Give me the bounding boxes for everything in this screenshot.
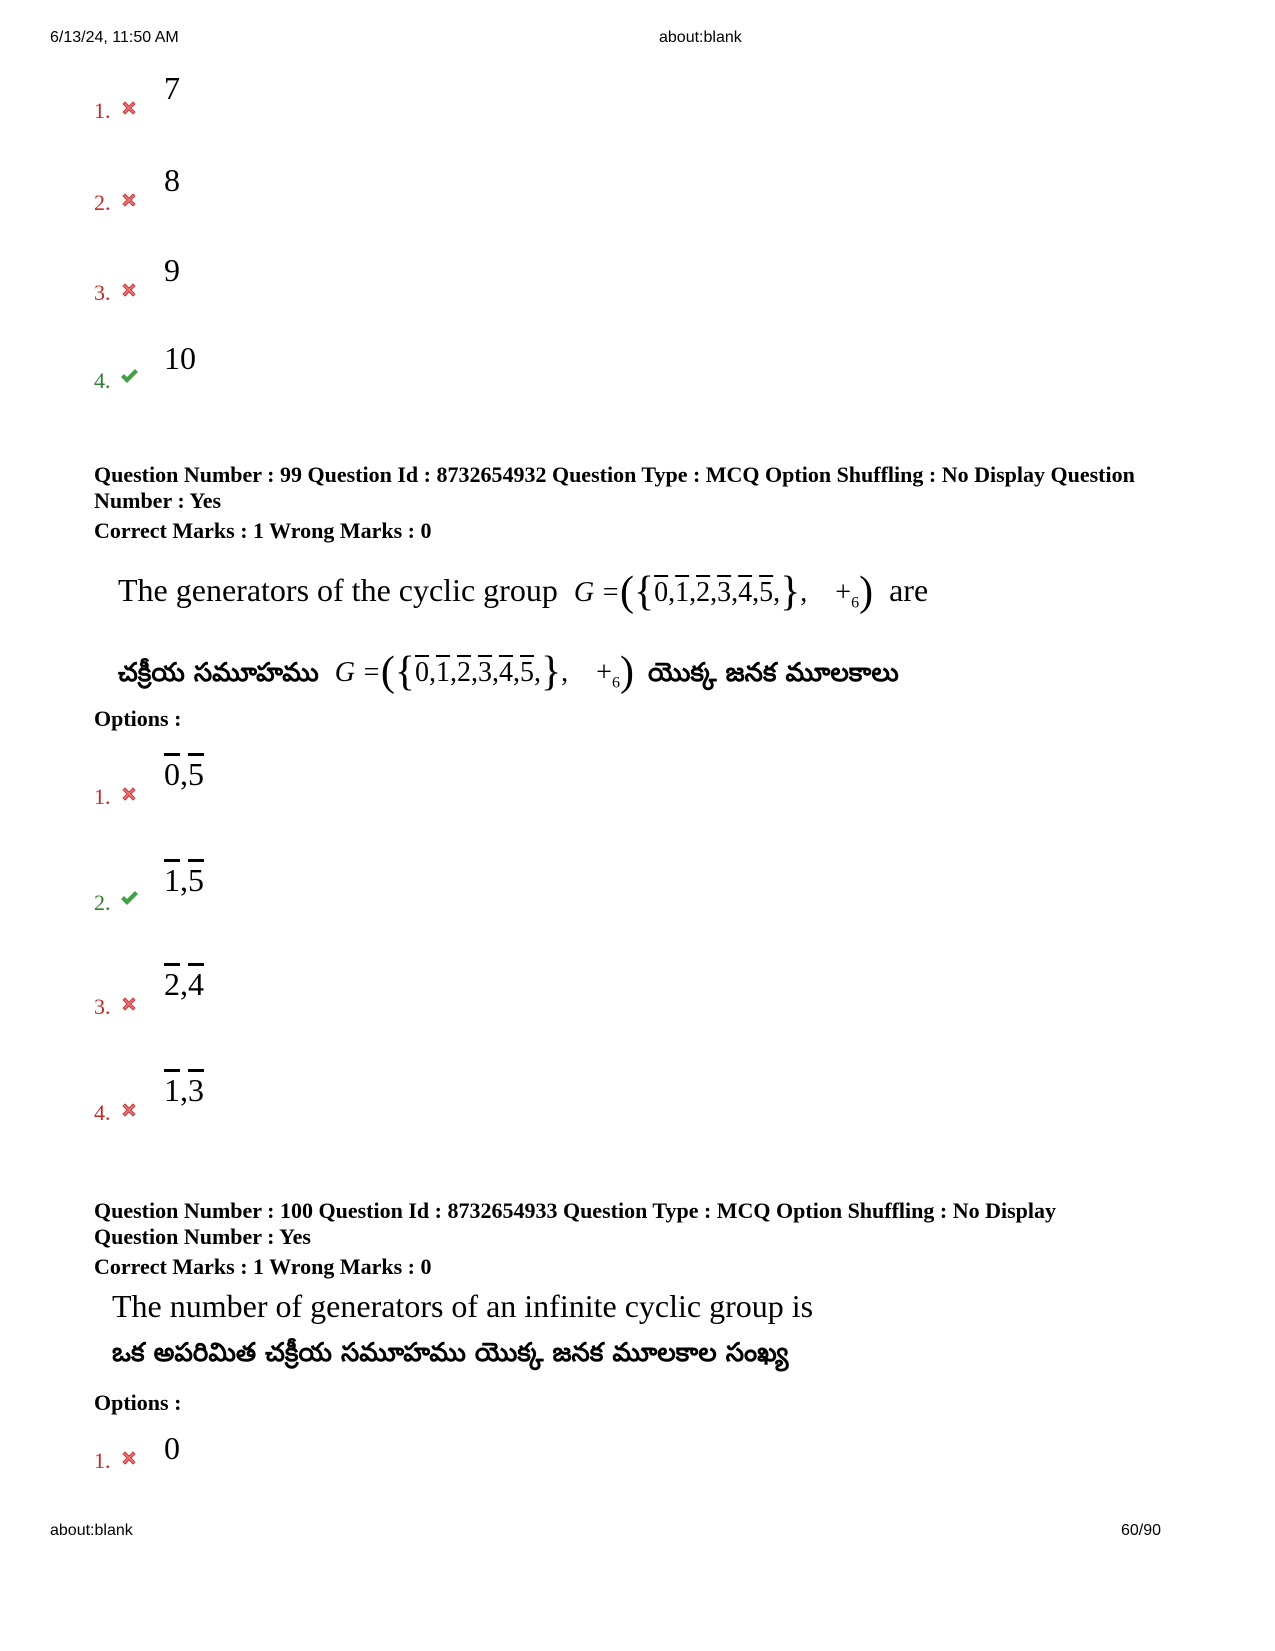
wrong-icon: [119, 994, 139, 1014]
wrong-icon: [119, 190, 139, 210]
option-number: 3.: [94, 280, 111, 305]
option-number: 3.: [94, 994, 111, 1019]
option-value: 7: [164, 70, 180, 106]
option-number: 4.: [94, 368, 111, 393]
option-value: 2,4: [164, 966, 204, 1002]
option-number: 4.: [94, 1100, 111, 1125]
correct-icon: [119, 888, 139, 908]
option-number: 1.: [94, 1448, 111, 1473]
option-a: 0: [164, 756, 180, 792]
wrong-icon: [119, 280, 139, 300]
q99-text-te: [118, 648, 899, 696]
q99-group-expr: G =({0,1,2,3,4,5,}, $+_6$): [573, 569, 874, 615]
option-value: 0,5: [164, 756, 204, 792]
option-a: 1: [164, 1072, 180, 1108]
option-value: 1,5: [164, 862, 204, 898]
page-counter: 60/90: [1121, 1522, 1162, 1539]
q100-marks: Correct Marks : 1 Wrong Marks : 0: [94, 1254, 432, 1279]
option-a: 2: [164, 966, 180, 1002]
option-b: 5: [188, 862, 204, 898]
q99-text-en-label: The generators of the cyclic group: [118, 572, 558, 608]
q99-text-te-prefix: చక్రీయ సమూహము: [118, 658, 319, 688]
option-b: 5: [188, 756, 204, 792]
q100-text-en: The number of generators of an infinite cyclic group is: [112, 1288, 814, 1324]
option-value: 1,3: [164, 1072, 204, 1108]
q100-meta-line1: Question Number : 100 Question Id : 8732654933 Question Type : MCQ Option Shuffling : No Display: [94, 1198, 1057, 1223]
q99-options-label: Options :: [94, 706, 182, 731]
option-value: 8: [164, 162, 180, 198]
q99-text-te-suffix: యొక్క జనక మూలకాలు: [647, 658, 899, 688]
correct-icon: [119, 366, 139, 386]
option-b: 3: [188, 1072, 204, 1108]
wrong-icon: [119, 1100, 139, 1120]
option-value: 0: [164, 1430, 180, 1466]
q99-marks: Correct Marks : 1 Wrong Marks : 0: [94, 518, 432, 543]
q100-options-label: Options :: [94, 1390, 182, 1415]
q99-text-en: [118, 568, 928, 616]
q99-are: are: [889, 572, 929, 608]
wrong-icon: [119, 98, 139, 118]
q100-meta: [94, 1198, 1056, 1280]
option-value: 10: [164, 340, 196, 376]
q99-group-expr-te: G =({0,1,2,3,4,5,}, $+_6$): [334, 649, 634, 695]
option-number: 2.: [94, 190, 111, 215]
footer-url: about:blank: [50, 1522, 133, 1539]
option-b: 4: [188, 966, 204, 1002]
wrong-icon: [119, 1448, 139, 1468]
print-timestamp: 6/13/24, 11:50 AM: [50, 29, 179, 46]
q99-meta-line1: Question Number : 99 Question Id : 8732654932 Question Type : MCQ Option Shuffling : No Display Question: [94, 462, 1135, 487]
option-value: 9: [164, 252, 180, 288]
q100-meta-line2: Question Number : Yes: [94, 1224, 311, 1249]
q99-meta-line2: Number : Yes: [94, 488, 222, 513]
option-number: 2.: [94, 890, 111, 915]
wrong-icon: [119, 784, 139, 804]
option-number: 1.: [94, 784, 111, 809]
print-title: about:blank: [659, 29, 742, 46]
option-a: 1: [164, 862, 180, 898]
q99-meta: [94, 462, 1135, 544]
q100-text-te: ఒక అపరిమిత చక్రీయ సమూహము యొక్క జనక మూలకాల సంఖ్య: [112, 1338, 789, 1368]
option-number: 1.: [94, 98, 111, 123]
